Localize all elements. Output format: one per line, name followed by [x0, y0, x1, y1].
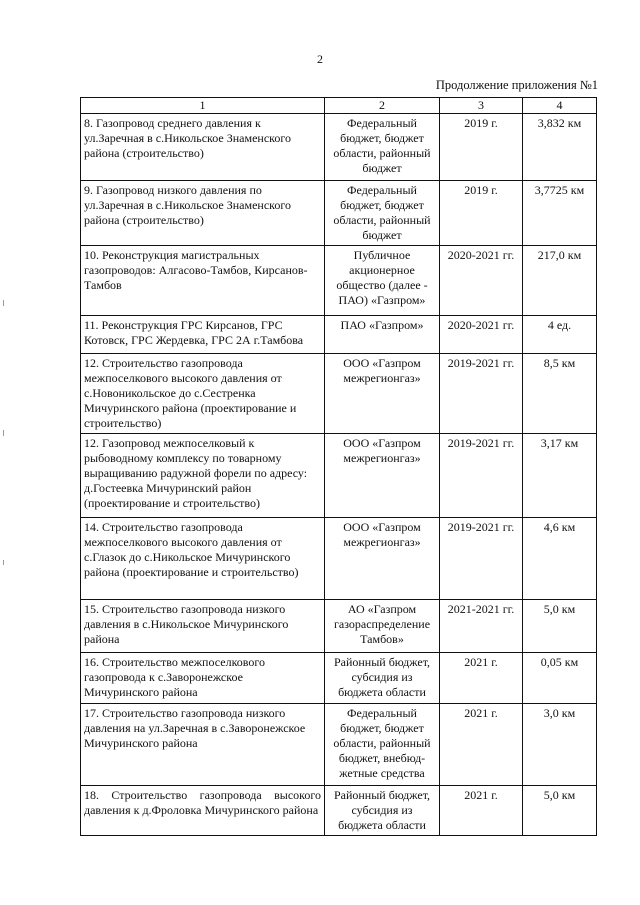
table-row [81, 114, 597, 181]
volume-cell: 8,5 км [523, 354, 597, 434]
funding-source-cell: Федеральный бюджет, бюджет области, районный бюджет [325, 114, 440, 181]
period-cell: 2019 г. [440, 181, 523, 246]
period-cell: 2019 г. [440, 114, 523, 181]
period-cell: 2020-2021 гг. [440, 246, 523, 316]
project-name-cell: 17. Строительство газопровода низкого давления на ул.Заречная в с.Заворонежское Мичуринского района [81, 704, 325, 786]
table-row [81, 354, 597, 434]
scan-edge-mark [3, 560, 4, 565]
project-name-cell: 12. Газопровод межпоселковый к рыбоводному комплексу по товарному выращиванию радужной форели по адресу: д.Гостеевка Мичуринский район (проектирование и строительство) [81, 434, 325, 518]
volume-cell: 4 ед. [523, 316, 597, 354]
table-row [81, 704, 597, 786]
funding-source-cell: ООО «Газпром межрегионгаз» [325, 518, 440, 600]
funding-source-cell: ООО «Газпром межрегионгаз» [325, 434, 440, 518]
project-name-cell: 9. Газопровод низкого давления по ул.Заречная в с.Никольское Знаменского района (строительство) [81, 181, 325, 246]
scan-edge-mark [3, 430, 4, 436]
project-name-cell: 11. Реконструкция ГРС Кирсанов, ГРС Котовск, ГРС Жердевка, ГРС 2А г.Тамбова [81, 316, 325, 354]
period-cell: 2019-2021 гг. [440, 518, 523, 600]
period-cell: 2021 г. [440, 786, 523, 836]
period-cell: 2021-2021 гг. [440, 600, 523, 653]
period-cell: 2019-2021 гг. [440, 354, 523, 434]
table-row [81, 518, 597, 600]
volume-cell: 5,0 км [523, 600, 597, 653]
column-header: 4 [523, 98, 597, 114]
funding-source-cell: Федеральный бюджет, бюджет области, районный бюджет [325, 181, 440, 246]
funding-source-cell: ПАО «Газпром» [325, 316, 440, 354]
period-cell: 2021 г. [440, 704, 523, 786]
table-row [81, 181, 597, 246]
volume-cell: 3,17 км [523, 434, 597, 518]
page-number: 2 [317, 52, 323, 66]
column-header: 1 [81, 98, 325, 114]
volume-cell: 0,05 км [523, 653, 597, 704]
project-name-cell: 15. Строительство газопровода низкого давления в с.Никольское Мичуринского района [81, 600, 325, 653]
table-row [81, 786, 597, 836]
table-row [81, 246, 597, 316]
volume-cell: 5,0 км [523, 786, 597, 836]
volume-cell: 3,832 км [523, 114, 597, 181]
table-row [81, 316, 597, 354]
project-name-cell: 14. Строительство газопровода межпоселкового высокого давления от с.Глазок до с.Никольское Мичуринского района (проектирование и строительство) [81, 518, 325, 600]
column-header: 3 [440, 98, 523, 114]
funding-source-cell: Районный бюджет, субсидия из бюджета области [325, 653, 440, 704]
volume-cell: 3,0 км [523, 704, 597, 786]
volume-cell: 217,0 км [523, 246, 597, 316]
period-cell: 2021 г. [440, 653, 523, 704]
period-cell: 2020-2021 гг. [440, 316, 523, 354]
appendix-continuation-note: Продолжение приложения №1 [435, 78, 598, 92]
project-name-cell: 16. Строительство межпоселкового газопровода к с.Заворонежское Мичуринского района [81, 653, 325, 704]
funding-source-cell: Федеральный бюджет, бюджет области, районный бюджет, внебюд-жетные средства [325, 704, 440, 786]
table-header-row [81, 98, 597, 114]
funding-source-cell: ООО «Газпром межрегионгаз» [325, 354, 440, 434]
table-row [81, 434, 597, 518]
project-name-cell: 18. Строительство газопровода высокого давления к д.Фроловка Мичуринского района [81, 786, 325, 836]
project-name-cell: 8. Газопровод среднего давления к ул.Заречная в с.Никольское Знаменского района (строительство) [81, 114, 325, 181]
table-row [81, 653, 597, 704]
column-header: 2 [325, 98, 440, 114]
volume-cell: 4,6 км [523, 518, 597, 600]
volume-cell: 3,7725 км [523, 181, 597, 246]
scan-edge-mark [3, 300, 4, 306]
funding-source-cell: Районный бюджет, субсидия из бюджета области [325, 786, 440, 836]
funding-source-cell: АО «Газпром газораспределение Тамбов» [325, 600, 440, 653]
table-row [81, 600, 597, 653]
project-name-cell: 10. Реконструкция магистральных газопроводов: Алгасово-Тамбов, Кирсанов-Тамбов [81, 246, 325, 316]
funding-source-cell: Публичное акционерное общество (далее - ПАО) «Газпром» [325, 246, 440, 316]
project-name-cell: 12. Строительство газопровода межпоселкового высокого давления от с.Новоникольское до с.Сестренка Мичуринского района (проектирование и строительство) [81, 354, 325, 434]
appendix-table [80, 97, 597, 836]
period-cell: 2019-2021 гг. [440, 434, 523, 518]
